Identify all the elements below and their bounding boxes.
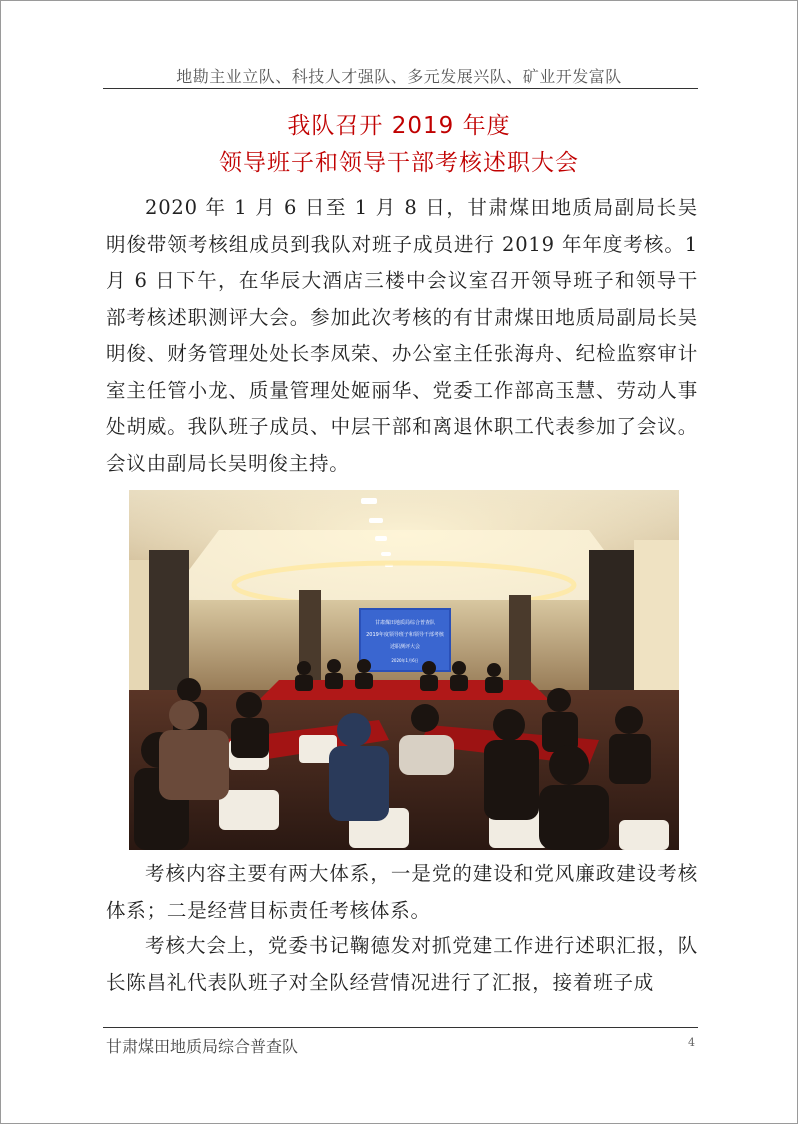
screen-text-2: 2019年度领导班子和领导干部考核	[366, 632, 444, 638]
header-motto: 地勘主业立队、科技人才强队、多元发展兴队、矿业开发富队	[176, 67, 622, 86]
article-paragraph-2: 考核内容主要有两大体系，一是党的建设和党风廉政建设考核体系；二是经营目标责任考核体系。	[106, 862, 698, 922]
footer-org: 甘肃煤田地质局综合普查队	[106, 1037, 299, 1056]
article-title-line2: 领导班子和领导干部考核述职大会	[219, 150, 579, 176]
page-number: 4	[688, 1036, 695, 1049]
meeting-photo	[129, 490, 679, 850]
screen-text-1: 甘肃煤田地质局综合普查队	[374, 620, 436, 626]
header-divider	[103, 88, 698, 89]
screen-text-3: 述职测评大会	[389, 644, 421, 650]
article-title-line1: 我队召开 2019 年度	[287, 113, 511, 139]
screen-text-date: 2020年1月6日	[391, 658, 419, 663]
footer-divider	[103, 1027, 698, 1028]
article-paragraph-1: 2020 年 1 月 6 日至 1 月 8 日，甘肃煤田地质局副局长吴明俊带领考核组成员到我队对班子成员进行 2019 年年度考核。1 月 6 日下午，在华辰大酒店三楼中会议室召开领导班子和领导干部考核述职测评大会。参加此次考核的有甘肃煤田地质局副局长吴明俊、财务管理处处长李凤荣、办公室主任张海舟、纪检监察审计室主任管小龙、质量管理处姬丽华、党委工作部高玉慧、劳动人事处胡威。我队班子成员、中层干部和离退休职工代表参加了会议。会议由副局长吴明俊主持。	[106, 196, 698, 475]
article-paragraph-3: 考核大会上，党委书记鞠德发对抓党建工作进行述职汇报，队长陈昌礼代表队班子对全队经营情况进行了汇报，接着班子成	[106, 934, 698, 994]
